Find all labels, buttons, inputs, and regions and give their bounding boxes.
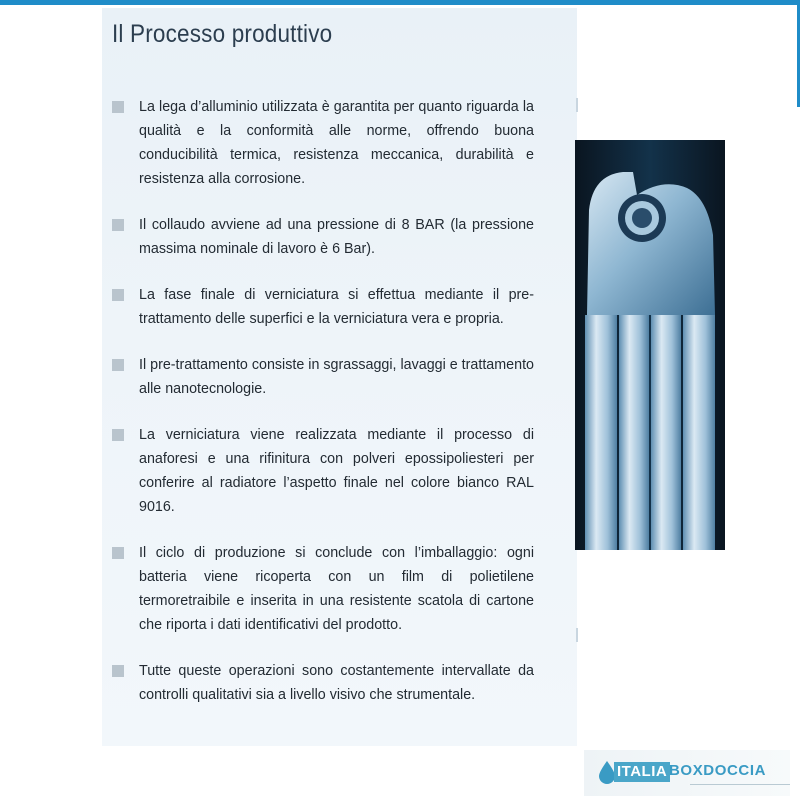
edge-tick (576, 98, 578, 112)
logo-text-italia: ITALIA (614, 762, 670, 782)
radiator-illustration (575, 140, 725, 550)
list-item (112, 659, 534, 707)
list-item (112, 423, 534, 519)
list-item-text: Il collaudo avviene ad una pressione di 8 BAR (la pressione massima nominale di lavoro è 6 Bar). (139, 217, 534, 257)
bullet-square-icon (112, 429, 124, 441)
list-item (112, 213, 534, 261)
list-item-text: La verniciatura viene realizzata mediante il processo di anaforesi e una rifinitura con polveri epossipoliesteri per conferire al radiatore l’aspetto finale nel colore bianco RAL 9016. (139, 427, 534, 515)
logo-text-boxdoccia: BOXDOCCIA (669, 762, 767, 779)
brand-logo (584, 750, 790, 796)
bullet-square-icon (112, 359, 124, 371)
logo-underline (690, 784, 790, 785)
bullet-square-icon (112, 665, 124, 677)
list-item (112, 541, 534, 637)
bullet-list (112, 95, 534, 729)
list-item-text: Il ciclo di produzione si conclude con l’imballaggio: ogni batteria viene ricoperta con un film di polietilene termoretraibile e inserita in una resistente scatola di cartone che riporta i dati identificativi del prodotto. (139, 545, 534, 633)
list-item (112, 95, 534, 191)
list-item-text: Il pre-trattamento consiste in sgrassaggi, lavaggi e trattamento alle nanotecnologie. (139, 357, 534, 397)
bullet-square-icon (112, 547, 124, 559)
list-item-text: La lega d’alluminio utilizzata è garantita per quanto riguarda la qualità e la conformità alle norme, offrendo buona conducibilità termica, resistenza meccanica, durabilità e resistenza alla corrosione. (139, 99, 534, 187)
top-accent-rule (0, 0, 800, 5)
list-item (112, 283, 534, 331)
bullet-square-icon (112, 289, 124, 301)
list-item (112, 353, 534, 401)
list-item-text: Tutte queste operazioni sono costantemente intervallate da controlli qualitativi sia a livello visivo che strumentale. (139, 663, 534, 703)
page-title: Il Processo produttivo (112, 20, 333, 48)
edge-tick (576, 628, 578, 642)
list-item-text: La fase finale di verniciatura si effettua mediante il pre-trattamento delle superfici e la verniciatura vera e propria. (139, 287, 534, 327)
bullet-square-icon (112, 219, 124, 231)
bullet-square-icon (112, 101, 124, 113)
radiator-photo (575, 140, 725, 550)
